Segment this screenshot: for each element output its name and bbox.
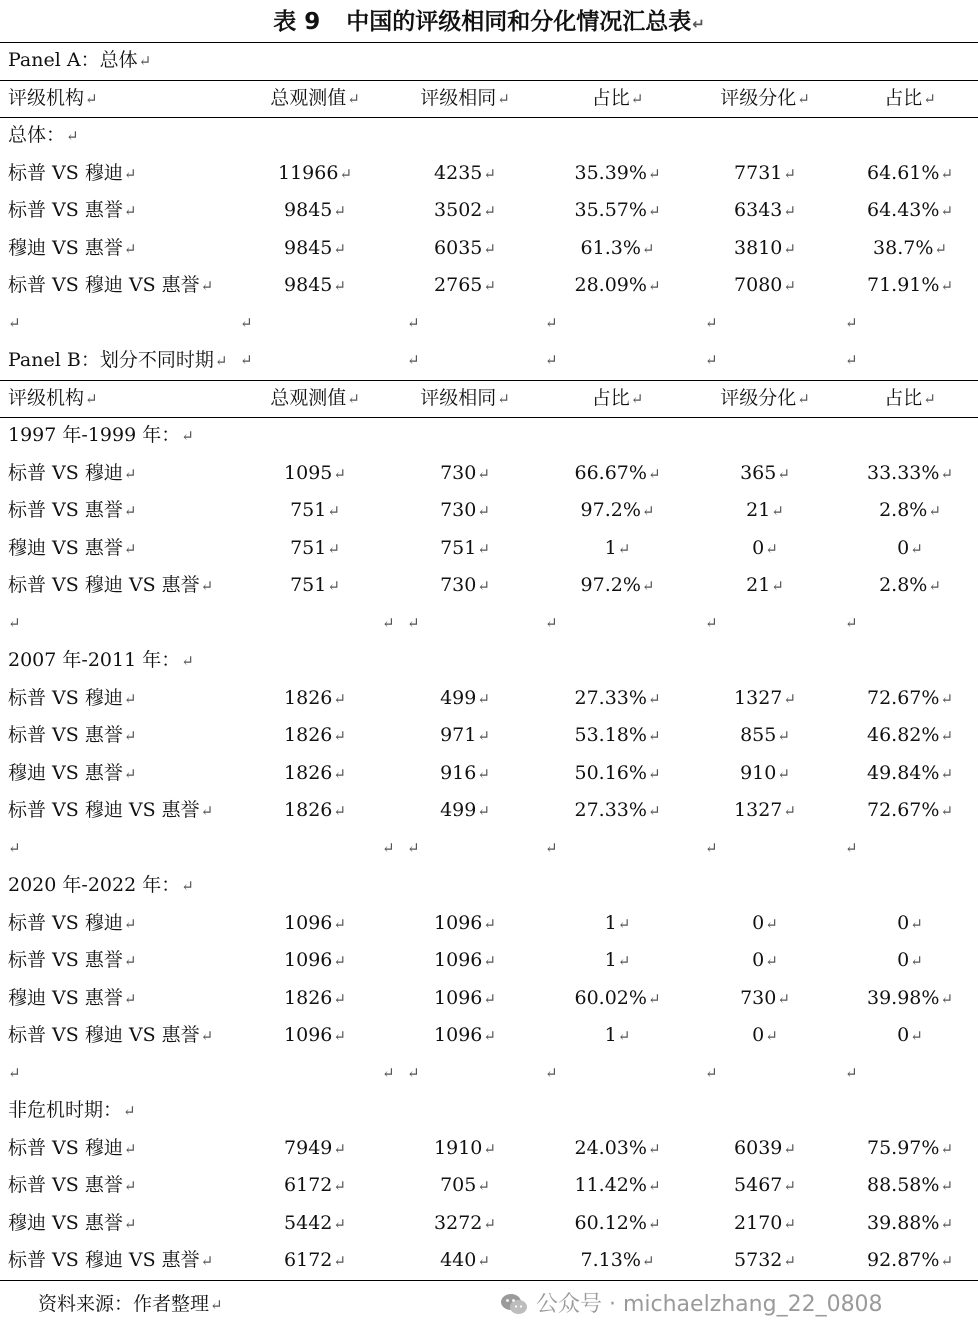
empty-row — [0, 830, 978, 868]
same-ratio-cell: 24.03%↵ — [574, 1136, 661, 1159]
paragraph-mark: ↵ — [845, 1063, 858, 1082]
paragraph-mark: ↵ — [382, 838, 395, 857]
header-split-ratio: 占比↵ — [884, 386, 936, 409]
agency-cell: 标普 VS 惠誉↵ — [8, 199, 137, 221]
paragraph-mark: ↵ — [407, 613, 420, 632]
split-ratio-cell: 0↵ — [897, 911, 923, 934]
header-same-ratio: 占比↵ — [591, 386, 644, 409]
watermark-text: 公众号 · michaelzhang_22_0808 — [536, 1292, 883, 1317]
agency-cell: 标普 VS 惠誉↵ — [8, 949, 137, 971]
split-ratio-cell: 2.8%↵ — [879, 499, 941, 521]
split-cell: 21↵ — [746, 499, 784, 521]
total-cell: 1826↵ — [284, 686, 346, 709]
header-total: 总观测值↵ — [270, 86, 360, 109]
split-ratio-cell: 0↵ — [897, 949, 923, 971]
header-same: 评级相同↵ — [420, 386, 510, 409]
same-ratio-cell: 97.2%↵ — [580, 499, 655, 521]
paragraph-mark: ↵ — [845, 838, 858, 857]
same-ratio-cell: 53.18%↵ — [574, 724, 661, 746]
split-ratio-cell: 72.67%↵ — [866, 686, 954, 709]
same-cell: 751↵ — [440, 536, 490, 559]
section-label: 非危机时期：↵ — [8, 1099, 136, 1121]
panel-b-label: Panel B：划分不同时期↵ — [8, 349, 228, 371]
split-cell: 6039↵ — [734, 1136, 796, 1159]
split-ratio-cell: 2.8%↵ — [879, 574, 941, 596]
same-ratio-cell: 97.2%↵ — [580, 574, 655, 596]
split-cell: 0↵ — [752, 949, 778, 971]
paragraph-mark: ↵ — [845, 313, 858, 332]
split-cell: 0↵ — [752, 1024, 778, 1046]
section-row — [0, 867, 978, 905]
same-cell: 730↵ — [440, 499, 490, 521]
paragraph-mark: ↵ — [705, 838, 718, 857]
header-row — [0, 380, 978, 418]
paragraph-mark: ↵ — [545, 838, 558, 857]
split-cell: 21↵ — [746, 574, 784, 596]
total-cell: 9845↵ — [284, 199, 346, 221]
split-ratio-cell: 72.67%↵ — [866, 799, 954, 821]
same-cell: 499↵ — [440, 799, 490, 821]
watermark — [500, 1288, 883, 1322]
panel-b-row — [0, 342, 978, 380]
panel-a-label: Panel A：总体↵ — [8, 49, 152, 71]
total-cell: 1096↵ — [284, 949, 346, 971]
split-cell: 365↵ — [740, 461, 790, 484]
same-ratio-cell: 28.09%↵ — [574, 274, 661, 296]
split-cell: 6343↵ — [734, 199, 796, 221]
paragraph-mark: ↵ — [382, 613, 395, 632]
agency-cell: 标普 VS 穆迪↵ — [8, 461, 137, 484]
split-cell: 7731↵ — [734, 161, 796, 184]
table-row — [0, 155, 978, 193]
agency-cell: 标普 VS 穆迪 VS 惠誉↵ — [8, 574, 214, 596]
table-row — [0, 1242, 978, 1280]
paragraph-mark: ↵ — [705, 313, 718, 332]
split-ratio-cell: 71.91%↵ — [866, 274, 954, 296]
header-same: 评级相同↵ — [420, 86, 510, 109]
table-row — [0, 1130, 978, 1168]
split-cell: 2170↵ — [734, 1211, 796, 1234]
section-label: 2007 年-2011 年：↵ — [8, 649, 194, 671]
table-row — [0, 792, 978, 830]
total-cell: 1096↵ — [284, 911, 346, 934]
table-row — [0, 1205, 978, 1243]
table-rule — [0, 1280, 978, 1281]
split-ratio-cell: 38.7%↵ — [873, 236, 947, 259]
total-cell: 1096↵ — [284, 1024, 346, 1046]
split-ratio-cell: 64.61%↵ — [866, 161, 954, 184]
section-row — [0, 117, 978, 155]
same-cell: 971↵ — [440, 724, 490, 746]
same-cell: 6035↵ — [434, 236, 496, 259]
same-cell: 1910↵ — [434, 1136, 496, 1159]
same-cell: 1096↵ — [434, 911, 496, 934]
header-split-ratio: 占比↵ — [884, 86, 936, 109]
paragraph-mark: ↵ — [8, 838, 21, 857]
agency-cell: 标普 VS 穆迪 VS 惠誉↵ — [8, 799, 214, 821]
agency-cell: 标普 VS 惠誉↵ — [8, 1174, 137, 1196]
agency-cell: 标普 VS 惠誉↵ — [8, 724, 137, 746]
table-row — [0, 680, 978, 718]
agency-cell: 标普 VS 穆迪↵ — [8, 161, 137, 184]
split-ratio-cell: 92.87%↵ — [866, 1249, 954, 1271]
paragraph-mark: ↵ — [545, 1063, 558, 1082]
table-number: 表 9 — [273, 9, 321, 35]
split-ratio-cell: 33.33%↵ — [866, 461, 954, 484]
agency-cell: 标普 VS 穆迪 VS 惠誉↵ — [8, 274, 214, 296]
agency-cell: 标普 VS 穆迪 VS 惠誉↵ — [8, 1249, 214, 1271]
total-cell: 1826↵ — [284, 799, 346, 821]
paragraph-mark: ↵ — [545, 351, 558, 369]
section-label: 1997 年-1999 年：↵ — [8, 424, 194, 446]
total-cell: 1826↵ — [284, 724, 346, 746]
same-cell: 705↵ — [440, 1174, 490, 1196]
paragraph-mark: ↵ — [705, 351, 718, 369]
same-cell: 3272↵ — [434, 1211, 496, 1234]
agency-cell: 标普 VS 穆迪↵ — [8, 911, 137, 934]
same-cell: 730↵ — [440, 461, 490, 484]
paragraph-mark: ↵ — [407, 1063, 420, 1082]
header-same-ratio: 占比↵ — [591, 86, 644, 109]
table-row — [0, 530, 978, 568]
total-cell: 5442↵ — [284, 1211, 346, 1234]
paragraph-mark: ↵ — [545, 613, 558, 632]
paragraph-mark: ↵ — [705, 1063, 718, 1082]
paragraph-mark: ↵ — [240, 313, 253, 332]
paragraph-mark: ↵ — [407, 313, 420, 332]
split-ratio-cell: 64.43%↵ — [866, 199, 954, 221]
same-ratio-cell: 1↵ — [604, 536, 631, 559]
total-cell: 1826↵ — [284, 761, 346, 784]
header-split: 评级分化↵ — [720, 86, 810, 109]
same-cell: 499↵ — [440, 686, 490, 709]
same-cell: 3502↵ — [434, 199, 496, 221]
table-row — [0, 455, 978, 493]
same-cell: 2765↵ — [434, 274, 496, 296]
paragraph-mark: ↵ — [382, 1063, 395, 1082]
paragraph-mark: ↵ — [545, 313, 558, 332]
table-row — [0, 980, 978, 1018]
table-row — [0, 1017, 978, 1055]
same-ratio-cell: 27.33%↵ — [574, 799, 661, 821]
split-cell: 1327↵ — [734, 799, 796, 821]
header-agency: 评级机构↵ — [8, 386, 98, 409]
paragraph-mark: ↵ — [8, 613, 21, 632]
split-cell: 0↵ — [752, 911, 778, 934]
same-ratio-cell: 7.13%↵ — [580, 1249, 655, 1271]
table-row — [0, 192, 978, 230]
split-cell: 855↵ — [740, 724, 790, 746]
split-ratio-cell: 75.97%↵ — [866, 1136, 954, 1159]
total-cell: 9845↵ — [284, 274, 346, 296]
total-cell: 9845↵ — [284, 236, 346, 259]
header-agency: 评级机构↵ — [8, 86, 98, 109]
total-cell: 751↵ — [290, 574, 340, 596]
same-ratio-cell: 1↵ — [604, 911, 631, 934]
section-row — [0, 642, 978, 680]
split-ratio-cell: 0↵ — [897, 536, 923, 559]
total-cell: 7949↵ — [284, 1136, 346, 1159]
table-title: 表 9 中国的评级相同和分化情况汇总表↵ — [273, 9, 705, 35]
same-cell: 1096↵ — [434, 949, 496, 971]
same-ratio-cell: 66.67%↵ — [574, 461, 661, 484]
same-cell: 440↵ — [440, 1249, 490, 1271]
table-row — [0, 267, 978, 305]
total-cell: 6172↵ — [284, 1174, 346, 1196]
header-total: 总观测值↵ — [270, 386, 360, 409]
same-ratio-cell: 60.02%↵ — [574, 986, 661, 1009]
same-ratio-cell: 61.3%↵ — [580, 236, 655, 259]
same-ratio-cell: 1↵ — [604, 949, 631, 971]
agency-cell: 穆迪 VS 惠誉↵ — [8, 236, 137, 259]
paragraph-mark: ↵ — [845, 613, 858, 632]
table-title-text: 中国的评级相同和分化情况汇总表 — [346, 9, 692, 35]
table-row — [0, 755, 978, 793]
empty-row — [0, 1055, 978, 1093]
paragraph-mark: ↵ — [8, 1063, 21, 1082]
split-cell: 5732↵ — [734, 1249, 796, 1271]
same-ratio-cell: 35.39%↵ — [574, 161, 661, 184]
agency-cell: 标普 VS 穆迪 VS 惠誉↵ — [8, 1024, 214, 1046]
split-ratio-cell: 49.84%↵ — [866, 761, 954, 784]
split-ratio-cell: 39.88%↵ — [866, 1211, 954, 1234]
agency-cell: 标普 VS 惠誉↵ — [8, 499, 137, 521]
same-ratio-cell: 27.33%↵ — [574, 686, 661, 709]
section-label: 总体：↵ — [8, 124, 79, 146]
agency-cell: 穆迪 VS 惠誉↵ — [8, 986, 137, 1009]
table-row — [0, 1167, 978, 1205]
total-cell: 751↵ — [290, 536, 340, 559]
total-cell: 1095↵ — [284, 461, 346, 484]
agency-cell: 穆迪 VS 惠誉↵ — [8, 1211, 137, 1234]
same-cell: 1096↵ — [434, 986, 496, 1009]
split-cell: 0↵ — [752, 536, 778, 559]
section-label: 2020 年-2022 年：↵ — [8, 874, 194, 896]
split-ratio-cell: 39.98%↵ — [866, 986, 954, 1009]
agency-cell: 标普 VS 穆迪↵ — [8, 686, 137, 709]
paragraph-mark: ↵ — [407, 351, 420, 369]
split-cell: 910↵ — [740, 761, 790, 784]
paragraph-mark: ↵ — [705, 613, 718, 632]
split-cell: 1327↵ — [734, 686, 796, 709]
same-cell: 730↵ — [440, 574, 490, 596]
total-cell: 751↵ — [290, 499, 340, 521]
total-cell: 11966↵ — [277, 161, 353, 184]
split-cell: 5467↵ — [734, 1174, 796, 1196]
split-cell: 730↵ — [740, 986, 790, 1009]
split-ratio-cell: 88.58%↵ — [866, 1174, 954, 1196]
section-row — [0, 417, 978, 455]
empty-row — [0, 305, 978, 343]
agency-cell: 标普 VS 穆迪↵ — [8, 1136, 137, 1159]
total-cell: 6172↵ — [284, 1249, 346, 1271]
same-ratio-cell: 60.12%↵ — [574, 1211, 661, 1234]
header-row — [0, 80, 978, 118]
same-cell: 916↵ — [440, 761, 490, 784]
split-ratio-cell: 0↵ — [897, 1024, 923, 1046]
same-ratio-cell: 35.57%↵ — [574, 199, 661, 221]
wechat-icon — [500, 1293, 528, 1315]
table-row — [0, 567, 978, 605]
empty-row — [0, 605, 978, 643]
split-cell: 7080↵ — [734, 274, 796, 296]
table-row — [0, 942, 978, 980]
source-note: 资料来源：作者整理↵ — [38, 1293, 223, 1315]
split-ratio-cell: 46.82%↵ — [866, 724, 954, 746]
same-ratio-cell: 11.42%↵ — [574, 1174, 661, 1196]
paragraph-mark: ↵ — [240, 351, 253, 369]
table-row — [0, 230, 978, 268]
agency-cell: 穆迪 VS 惠誉↵ — [8, 536, 137, 559]
total-cell: 1826↵ — [284, 986, 346, 1009]
same-cell: 4235↵ — [434, 161, 496, 184]
table-row — [0, 492, 978, 530]
paragraph-mark: ↵ — [845, 351, 858, 369]
paragraph-mark: ↵ — [407, 838, 420, 857]
same-ratio-cell: 1↵ — [604, 1024, 631, 1046]
table-row — [0, 905, 978, 943]
table-row — [0, 717, 978, 755]
agency-cell: 穆迪 VS 惠誉↵ — [8, 761, 137, 784]
split-cell: 3810↵ — [734, 236, 796, 259]
paragraph-mark: ↵ — [8, 313, 21, 332]
same-ratio-cell: 50.16%↵ — [574, 761, 661, 784]
section-row — [0, 1092, 978, 1130]
panel-a-row — [0, 42, 978, 80]
same-cell: 1096↵ — [434, 1024, 496, 1046]
header-split: 评级分化↵ — [720, 386, 810, 409]
